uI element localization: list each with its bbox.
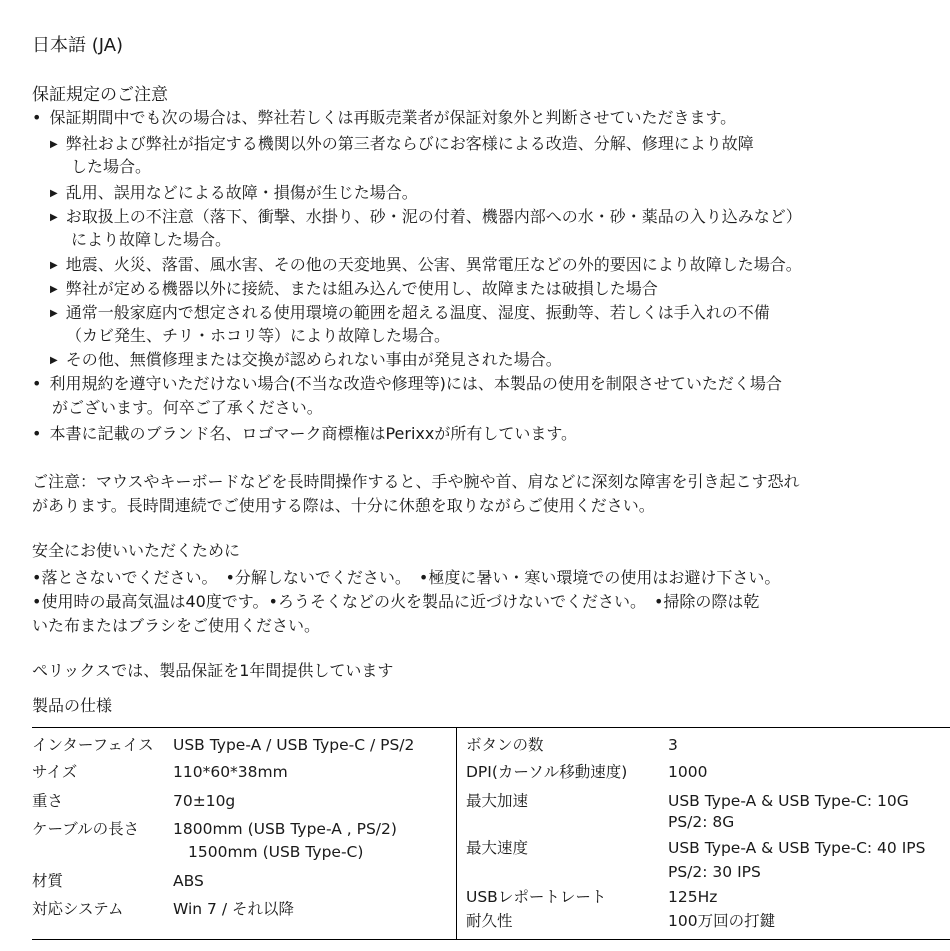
spec-label: 材質 <box>32 872 64 890</box>
bullet-dot-icon: • <box>32 108 42 127</box>
triangle-bullet-icon: ▶ <box>50 308 58 319</box>
spec-value: PS/2: 30 IPS <box>668 863 761 881</box>
warranty-period: ペリックスでは、製品保証を1年間提供しています <box>32 661 394 680</box>
warranty-sub-6-line-1: 通常一般家庭内で想定される使用環境の範囲を超える温度、湿度、振動等、若しくは手入れの不備 <box>65 303 770 322</box>
spec-value: 110*60*38mm <box>173 763 288 781</box>
triangle-bullet-icon: ▶ <box>50 284 58 295</box>
spec-label: USBレポートレート <box>466 888 607 906</box>
triangle-bullet-icon: ▶ <box>50 139 58 150</box>
safety-line-3: いた布またはブラシをご使用ください。 <box>32 616 321 635</box>
spec-value: 3 <box>668 736 678 754</box>
spec-label: 最大加速 <box>466 792 529 810</box>
bullet-dot-icon: • <box>32 424 42 443</box>
warranty-title: 保証規定のご注意 <box>32 85 168 105</box>
spec-label: ボタンの数 <box>466 736 544 754</box>
safety-line-2: •使用時の最高気温は40度です。•ろうそくなどの火を製品に近づけないでください。 •掃除の際は乾 <box>32 592 760 611</box>
spec-label: サイズ <box>32 763 78 781</box>
warranty-sub-6 <box>50 303 770 326</box>
warranty-bullet-1-text: 保証期間中でも次の場合は、弊社若しくは再販売業者が保証対象外と判断させていただきます。 <box>49 108 737 127</box>
safety-title: 安全にお使いいただくために <box>32 541 241 560</box>
caution-line-1: ご注意：マウスやキーボードなどを長時間操作すると、手や腕や首、肩などに深刻な障害を引き起こす恐れ <box>32 472 800 491</box>
triangle-bullet-icon: ▶ <box>50 260 58 271</box>
warranty-sub-1-line-2: した場合。 <box>71 157 152 176</box>
spec-label: インターフェイス <box>32 736 154 754</box>
specs-column-divider <box>456 727 457 939</box>
warranty-sub-6-line-2: （カビ発生、チリ・ホコリ等）により故障した場合。 <box>66 326 451 345</box>
spec-value: PS/2: 8G <box>668 813 735 831</box>
triangle-bullet-icon: ▶ <box>50 212 58 223</box>
spec-label: 重さ <box>32 792 64 810</box>
warranty-bullet-3-text: 本書に記載のブランド名、ロゴマーク商標権はPerixxが所有しています。 <box>49 424 578 443</box>
spec-value: USB Type-A / USB Type-C / PS/2 <box>173 736 415 754</box>
warranty-sub-5-line-1: 弊社が定める機器以外に接続、または組み込んで使用し、故障または破損した場合 <box>65 279 658 298</box>
spec-value: USB Type-A & USB Type-C: 40 IPS <box>668 839 926 857</box>
triangle-bullet-icon: ▶ <box>50 355 58 366</box>
warranty-bullet-3 <box>32 424 577 444</box>
warranty-sub-3-line-2: により故障した場合。 <box>71 230 232 249</box>
warranty-sub-4-line-1: 地震、火災、落雷、風水害、その他の天変地異、公害、異常電圧などの外的要因により故障した場合。 <box>65 255 802 274</box>
warranty-sub-1 <box>50 134 754 157</box>
warranty-sub-7-line-1: その他、無償修理または交換が認められない事由が発見された場合。 <box>65 350 562 369</box>
bullet-dot-icon: • <box>32 374 42 393</box>
spec-label: 耐久性 <box>466 912 513 930</box>
spec-value: USB Type-A & USB Type-C: 10G <box>668 792 909 810</box>
warranty-bullet-2 <box>32 374 782 394</box>
spec-label: 最大速度 <box>466 839 529 857</box>
warranty-bullet-2-line-2: がございます。何卒ご了承ください。 <box>52 398 323 417</box>
specs-title: 製品の仕様 <box>32 696 113 715</box>
warranty-bullet-2-line-1: 利用規約を遵守いただけない場合(不当な改造や修理等)には、本製品の使用を制限させていただく場合 <box>49 374 782 393</box>
specs-top-rule <box>32 727 950 728</box>
warranty-sub-5 <box>50 279 658 302</box>
warranty-sub-3 <box>50 207 802 230</box>
safety-line-1: •落とさないでください。 •分解しないでください。 •極度に暑い・寒い環境での使用はお避け下さい。 <box>32 568 781 587</box>
warranty-sub-4 <box>50 255 802 278</box>
spec-label: 対応システム <box>32 900 124 918</box>
spec-value: ABS <box>173 872 204 890</box>
triangle-bullet-icon: ▶ <box>50 188 58 199</box>
spec-value: 1800mm (USB Type-A , PS/2) <box>173 820 397 838</box>
warranty-sub-2 <box>50 183 418 206</box>
warranty-bullet-1 <box>32 108 736 128</box>
spec-value: 1500mm (USB Type-C) <box>188 843 364 861</box>
warranty-sub-2-line-1: 乱用、誤用などによる故障・損傷が生じた場合。 <box>65 183 418 202</box>
warranty-sub-7 <box>50 350 562 373</box>
spec-value: 125Hz <box>668 888 718 906</box>
spec-value: Win 7 / それ以降 <box>173 900 294 918</box>
language-title: 日本語 (JA) <box>32 35 124 56</box>
caution-line-2: があります。長時間連続でご使用する際は、十分に休憩を取りながらご使用ください。 <box>32 496 655 515</box>
warranty-sub-1-line-1: 弊社および弊社が指定する機関以外の第三者ならびにお客様による改造、分解、修理により故障 <box>65 134 754 153</box>
spec-value: 100万回の打鍵 <box>668 912 776 930</box>
spec-value: 70±10g <box>173 792 236 810</box>
spec-label: ケーブルの長さ <box>32 820 140 838</box>
warranty-sub-3-line-1: お取扱上の不注意（落下、衝撃、水掛り、砂・泥の付着、機器内部への水・砂・薬品の入り込みなど） <box>65 207 802 226</box>
specs-bottom-rule <box>32 939 950 940</box>
spec-value: 1000 <box>668 763 708 781</box>
spec-label: DPI(カーソル移動速度) <box>466 763 628 781</box>
